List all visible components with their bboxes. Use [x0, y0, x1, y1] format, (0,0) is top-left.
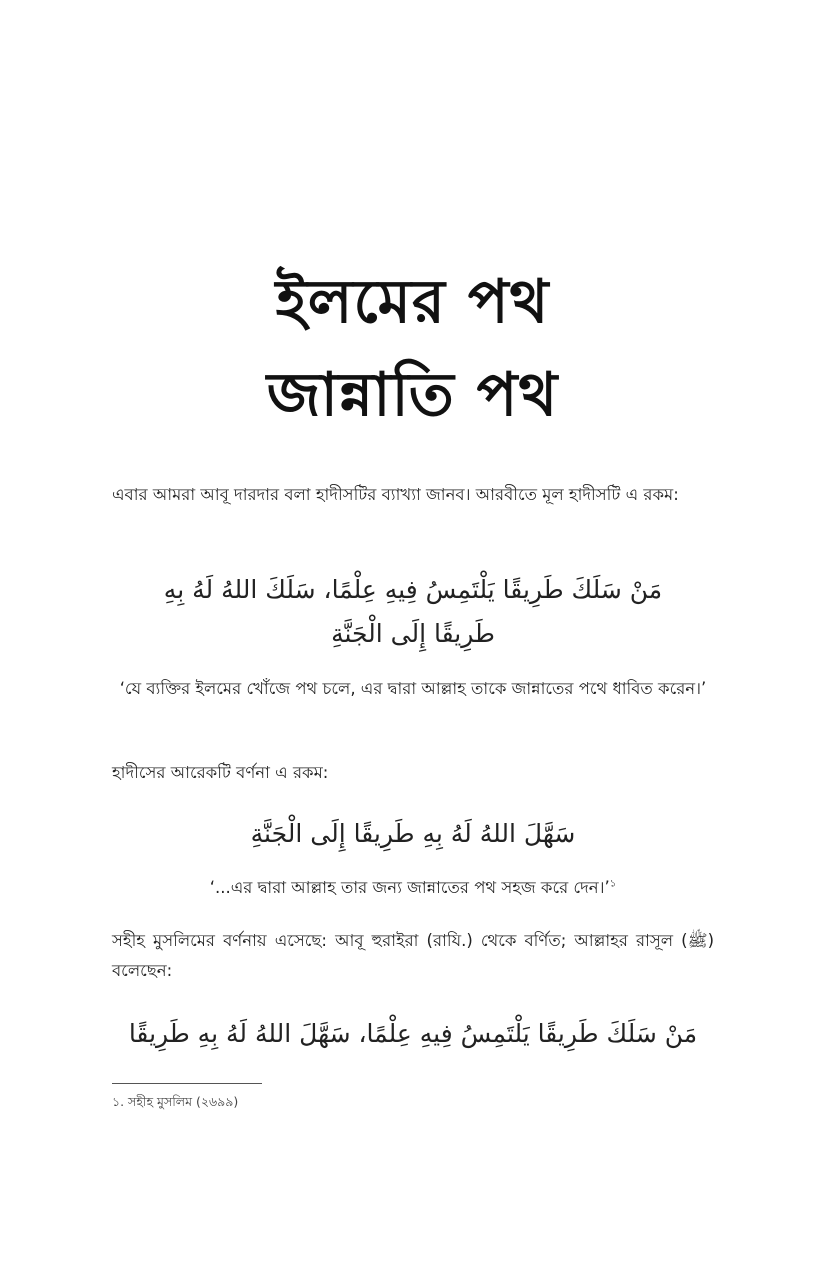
footnote-divider [112, 1083, 262, 1084]
page-title-line-1: ইলমের পথ [275, 267, 550, 337]
narration-intro: হাদীসের আরেকটি বর্ণনা এ রকম: [112, 763, 329, 782]
arabic-hadith-1-line-2: طَرِيقًا إِلَى الْجَنَّةِ [331, 619, 495, 648]
arabic-hadith-2: سَهَّلَ اللهُ لَهُ بِهِ طَرِيقًا إِلَى الْجَنَّةِ [250, 819, 576, 848]
translation-2-text: ‘...এর দ্বারা আল্লাহ তার জন্য জান্নাতের পথ সহজ করে দেন।’ [209, 878, 610, 897]
footnote-1: ১. সহীহ মুসলিম (২৬৯৯) [112, 1094, 239, 1109]
translation-2 [112, 873, 714, 903]
footnote-reference-1: ১ [609, 878, 617, 890]
translation-1: ‘যে ব্যক্তির ইলমের খোঁজে পথ চলে, এর দ্বারা আল্লাহ তাকে জান্নাতের পথে ধাবিত করেন।’ [119, 679, 707, 698]
intro-paragraph: এবার আমরা আবূ দারদার বলা হাদীসটির ব্যাখ্যা জানব। আরবীতে মূল হাদীসটি এ রকম: [112, 485, 679, 504]
page-title-line-2: জান্নাতি পথ [266, 360, 559, 430]
arabic-hadith-1-line-1: مَنْ سَلَكَ طَرِيقًا يَلْتَمِسُ فِيهِ عِلْمًا، سَلَكَ اللهُ لَهُ بِهِ [163, 575, 663, 604]
muslim-narration-intro: সহীহ মুসলিমের বর্ণনায় এসেছে: আবূ হুরাইরা (রাযি.) থেকে বর্ণিত; আল্লাহর রাসূল (ﷺ) বলেছেন: [112, 931, 714, 980]
arabic-hadith-3: مَنْ سَلَكَ طَرِيقًا يَلْتَمِسُ فِيهِ عِلْمًا، سَهَّلَ اللهُ لَهُ بِهِ طَرِيقًا [128, 1019, 698, 1048]
